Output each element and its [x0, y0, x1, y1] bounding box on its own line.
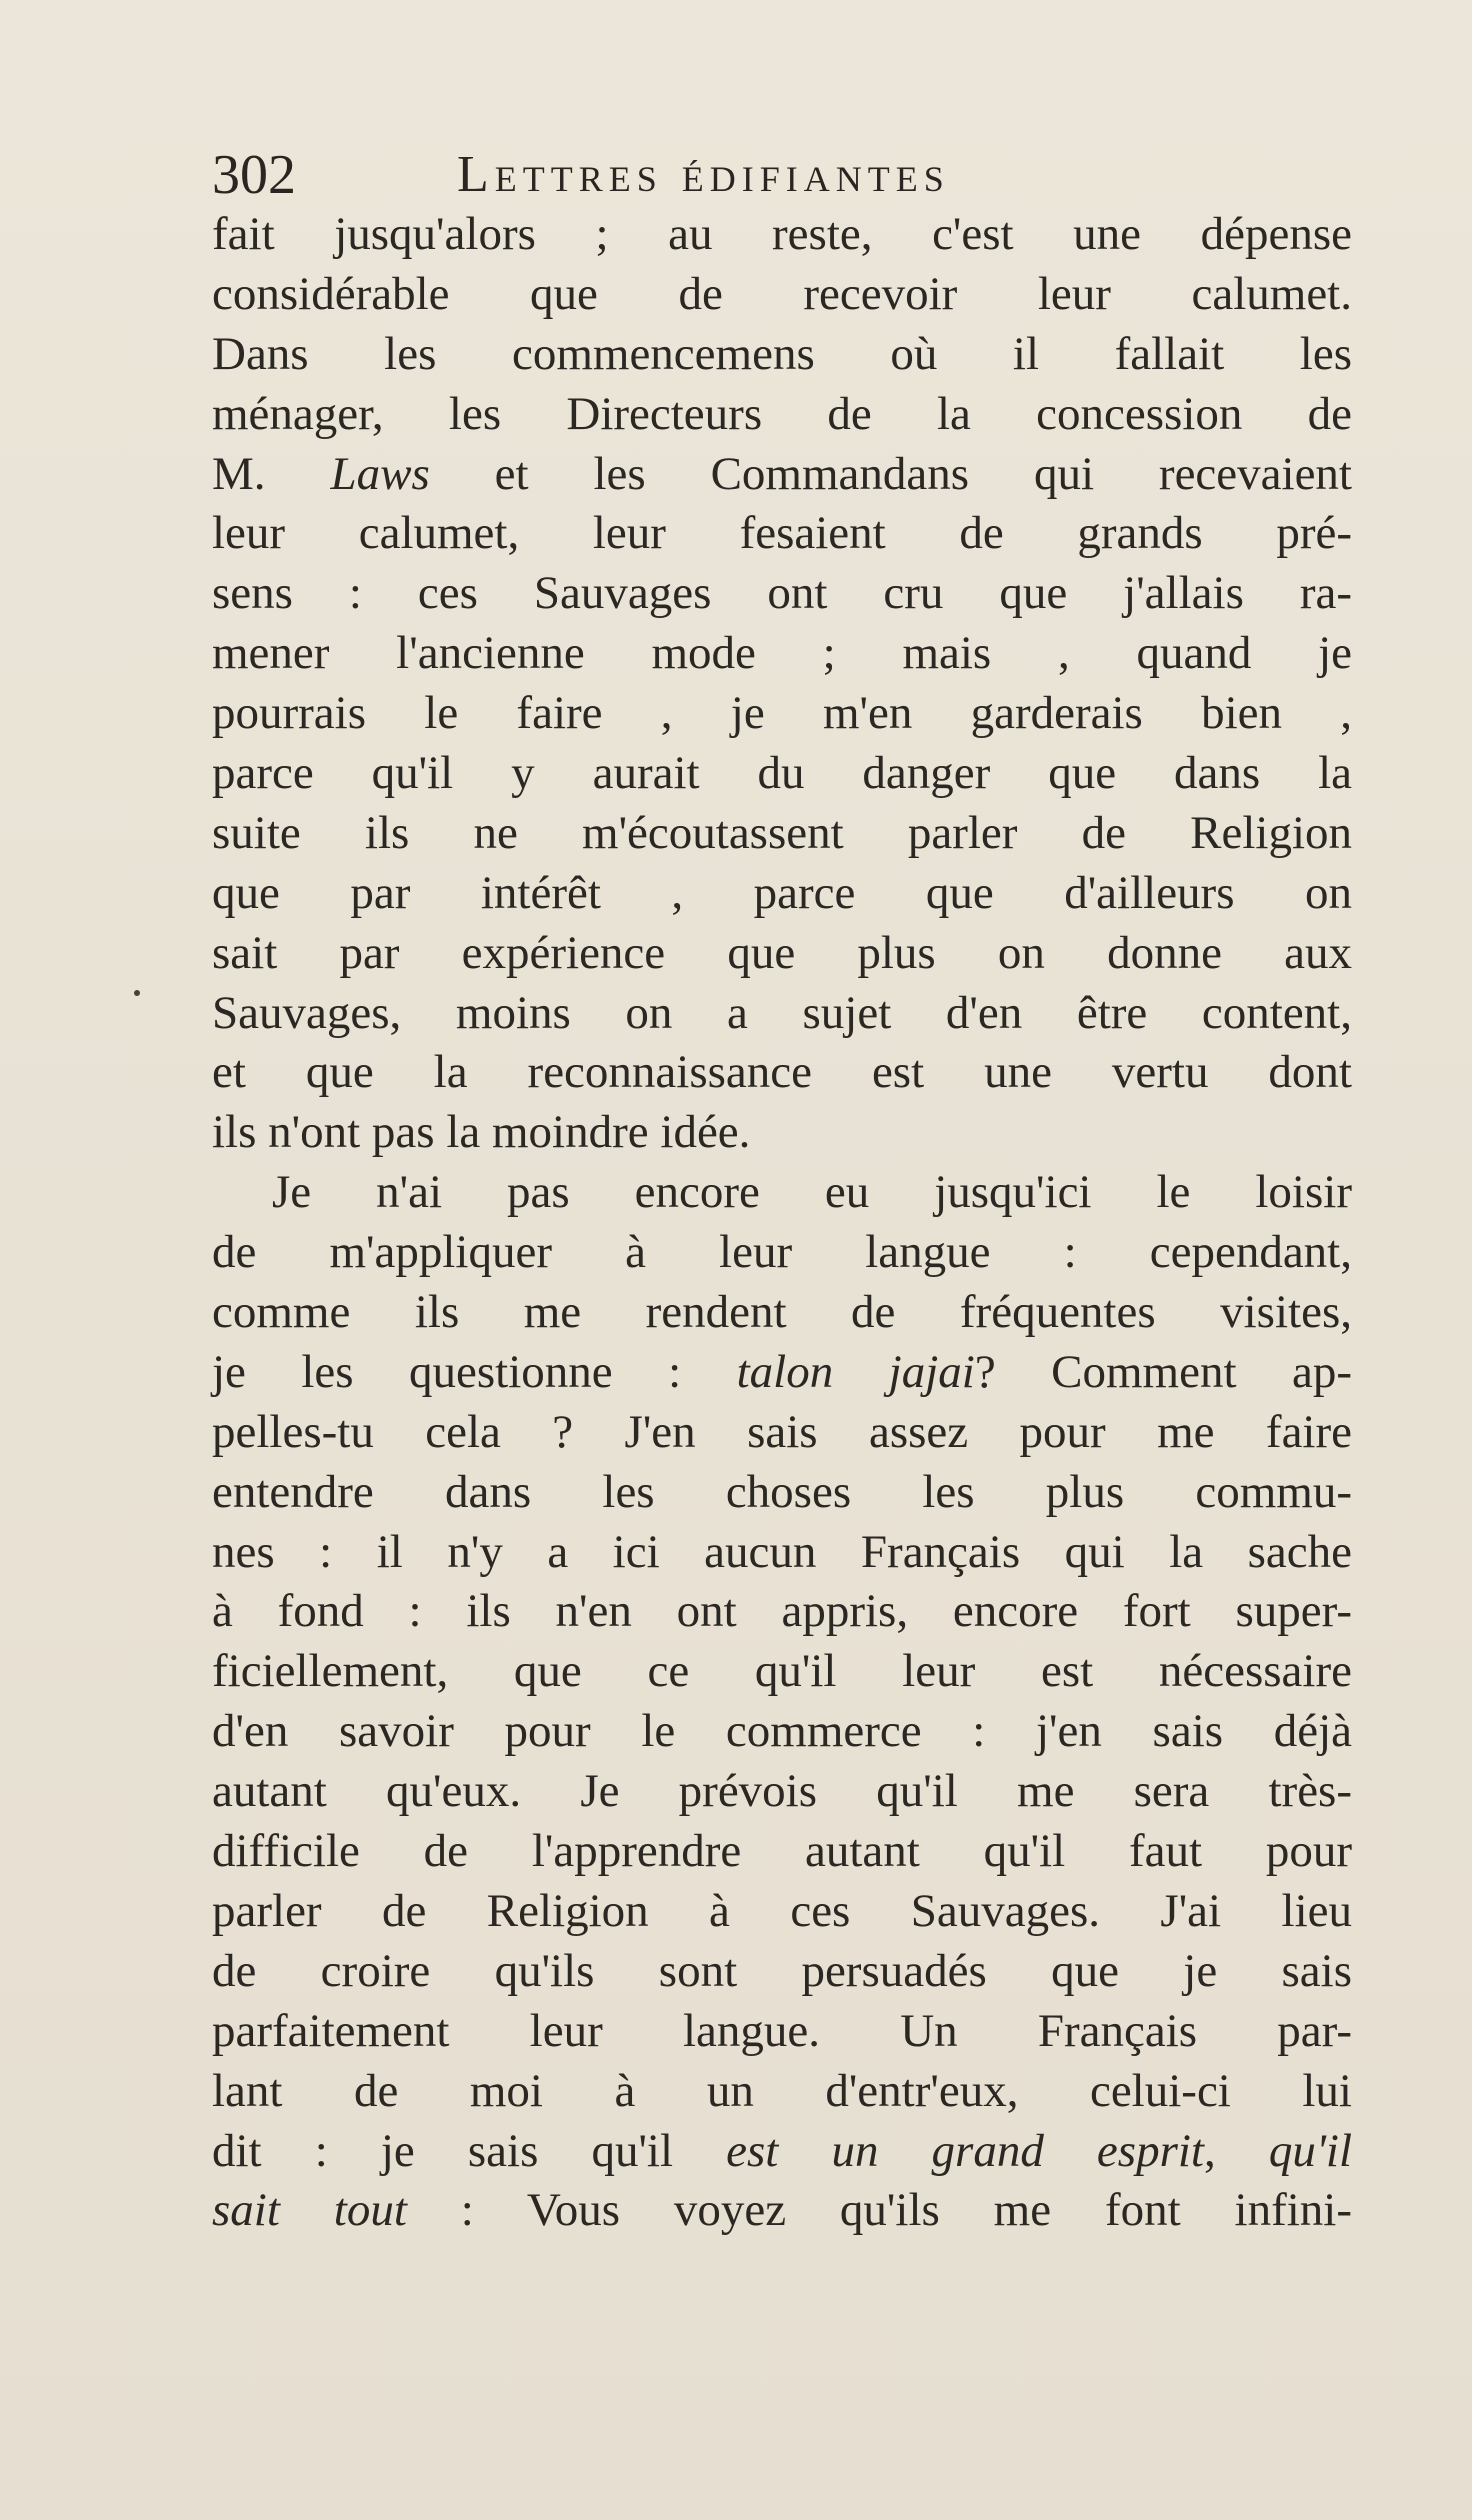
text-line: autant qu'eux. Je prévois qu'il me sera très-: [212, 1765, 1352, 1818]
italic-run: talon jajai: [736, 1345, 975, 1398]
text-line: ficiellement, que ce qu'il leur est nécessaire: [212, 1645, 1352, 1698]
text-line: mener l'ancienne mode ; mais , quand je: [212, 627, 1352, 680]
text-run: ? Comment ap-: [974, 1345, 1352, 1398]
italic-run: Laws: [330, 447, 430, 500]
text-line: nes : il n'y a ici aucun Français qui la sache: [212, 1525, 1352, 1578]
text-run: dit : je sais qu'il: [212, 2124, 727, 2177]
text-line: ils n'ont pas la moindre idée.: [212, 1106, 751, 1159]
text-line: suite ils ne m'écoutassent parler de Religion: [212, 806, 1352, 859]
italic-run: sait tout: [212, 2184, 407, 2237]
text-line: entendre dans les choses les plus commu-: [212, 1465, 1352, 1518]
text-line: de croire qu'ils sont persuadés que je sais: [212, 1944, 1352, 1997]
margin-mark: [134, 990, 140, 996]
text-line: difficile de l'apprendre autant qu'il faut pour: [212, 1825, 1352, 1878]
italic-run: qu'il: [1268, 2124, 1352, 2177]
text-line: leur calumet, leur fesaient de grands pré-: [212, 507, 1352, 560]
page-header: [212, 145, 1352, 205]
text-line: Sauvages, moins on a sujet d'en être content,: [212, 986, 1352, 1039]
text-run: ,: [1203, 2124, 1269, 2177]
running-title: Lettres édifiantes: [457, 146, 950, 203]
text-line: à fond : ils n'en ont appris, encore fort super-: [212, 1585, 1352, 1638]
text-line: [212, 1343, 1352, 1403]
text-line: d'en savoir pour le commerce : j'en sais déjà: [212, 1705, 1352, 1758]
text-line: fait jusqu'alors ; au reste, c'est une dépense: [212, 208, 1352, 260]
italic-run: est un grand esprit: [726, 2124, 1204, 2177]
text-line: sens : ces Sauvages ont cru que j'allais ra-: [212, 567, 1352, 620]
text-line: pourrais le faire , je m'en garderais bien ,: [212, 687, 1352, 740]
text-line: Je n'ai pas encore eu jusqu'ici le loisir: [272, 1166, 1352, 1219]
text-line: [212, 445, 1352, 505]
text-line: parler de Religion à ces Sauvages. J'ai lieu: [212, 1884, 1352, 1937]
text-line: que par intérêt , parce que d'ailleurs on: [212, 866, 1352, 919]
body-text: [212, 205, 1352, 2241]
text-line: et que la reconnaissance est une vertu dont: [212, 1046, 1352, 1099]
text-line: parce qu'il y aurait du danger que dans la: [212, 747, 1352, 800]
text-line: [212, 2181, 1352, 2241]
text-line: ménager, les Directeurs de la concession de: [212, 387, 1352, 440]
text-line: pelles-tu cela ? J'en sais assez pour me faire: [212, 1405, 1352, 1458]
text-run: je les questionne :: [212, 1345, 737, 1398]
text-line: de m'appliquer à leur langue : cependant,: [212, 1226, 1352, 1279]
text-line: comme ils me rendent de fréquentes visites,: [212, 1286, 1352, 1339]
text-run: : Vous voyez qu'ils me font infini-: [406, 2184, 1352, 2237]
text-line: [212, 2122, 1352, 2182]
text-run: M.: [212, 447, 331, 500]
text-line: parfaitement leur langue. Un Français par-: [212, 2004, 1352, 2057]
text-line: Dans les commencemens où il fallait les: [212, 327, 1352, 380]
text-run: et les Commandans qui recevaient: [429, 447, 1352, 500]
text-line: lant de moi à un d'entr'eux, celui-ci lui: [212, 2064, 1352, 2117]
page-number: 302: [212, 144, 296, 206]
text-line: considérable que de recevoir leur calumet.: [212, 267, 1352, 320]
text-line: sait par expérience que plus on donne aux: [212, 926, 1352, 979]
